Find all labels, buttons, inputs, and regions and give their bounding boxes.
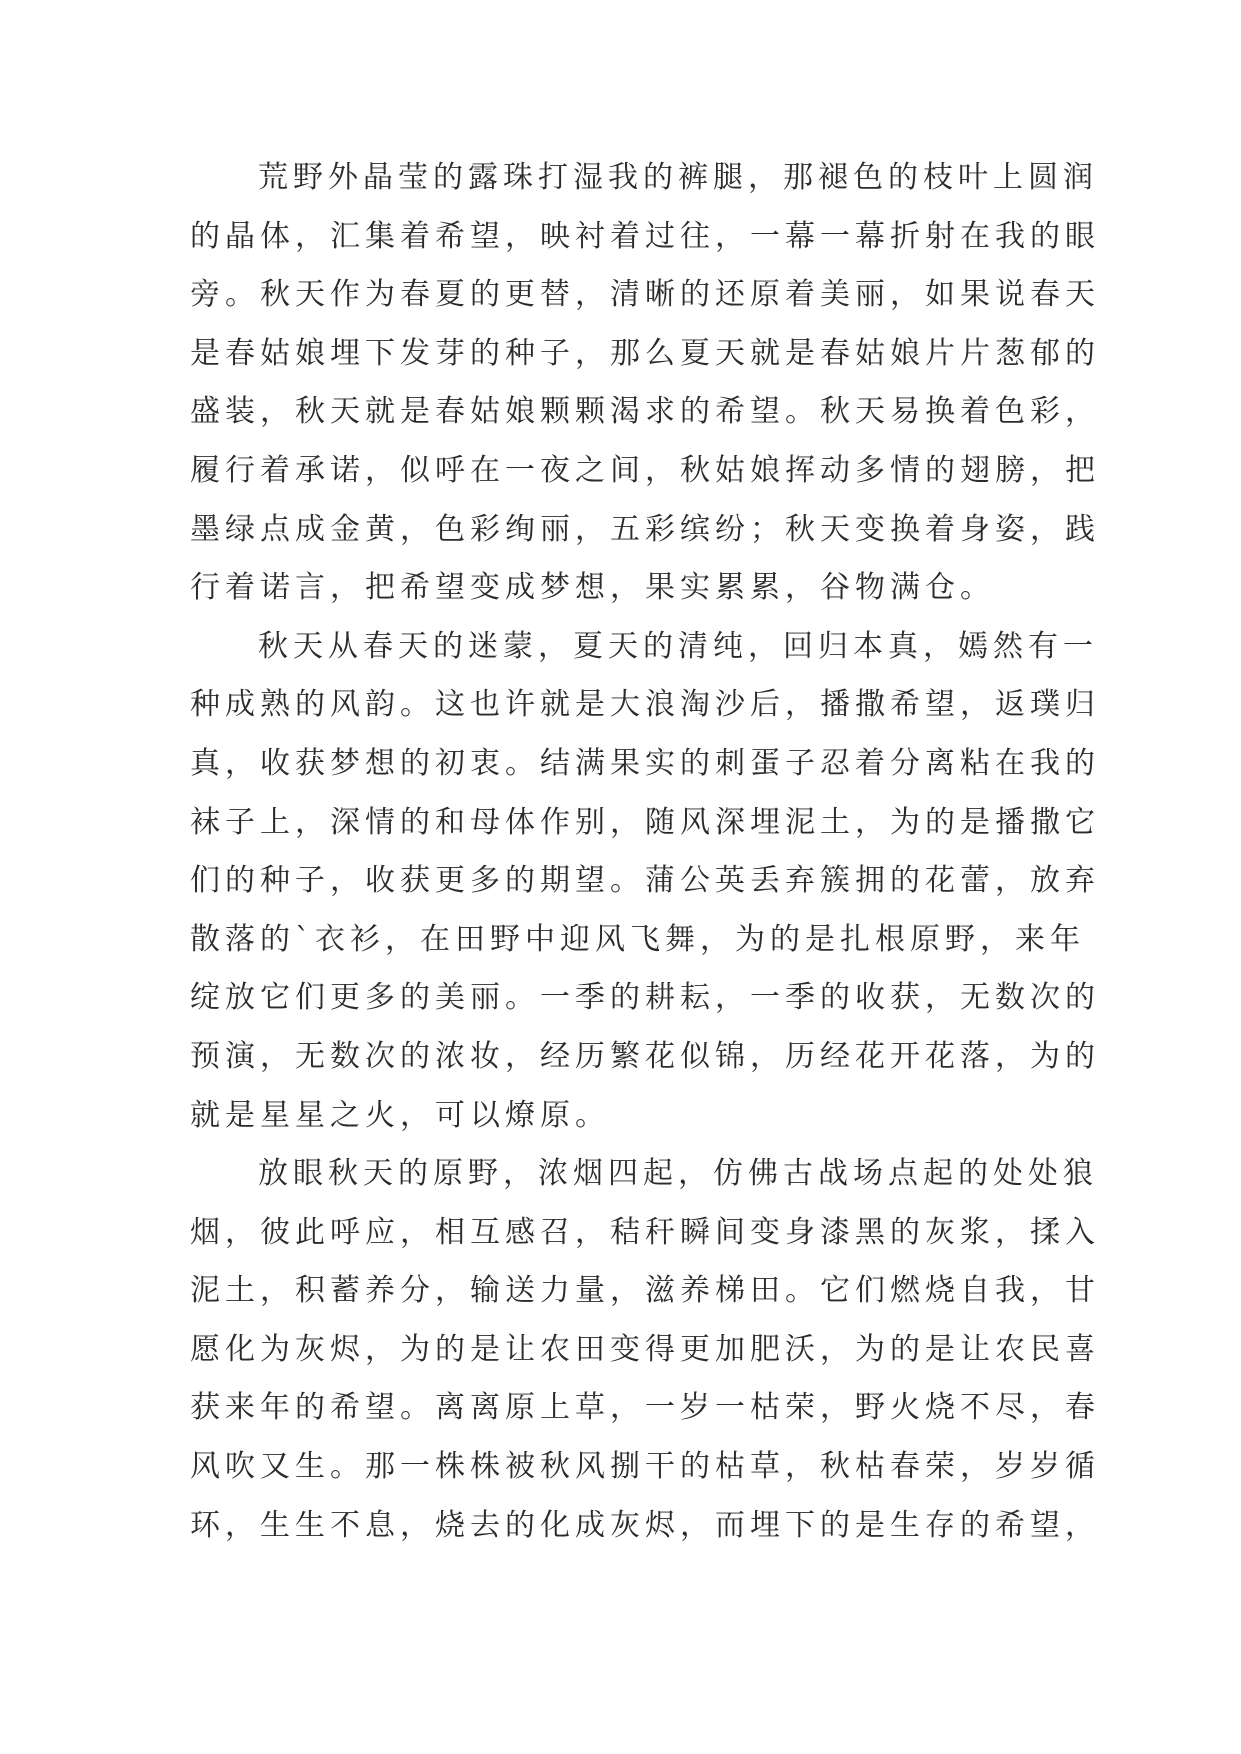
text-line: 愿化为灰烬，为的是让农田变得更加肥沃，为的是让农民喜: [190, 1331, 1100, 1367]
text-line: 行着诺言，把希望变成梦想，果实累累，谷物满仓。: [190, 570, 995, 606]
text-line: 盛装，秋天就是春姑娘颗颗渴求的希望。秋天易换着色彩，: [190, 394, 1100, 430]
text-line: 履行着承诺，似呼在一夜之间，秋姑娘挥动多情的翅膀，把: [190, 452, 1100, 488]
text-line: 秋天从春天的迷蒙，夏天的清纯，回归本真，嫣然有一: [258, 628, 1098, 664]
text-line: 旁。秋天作为春夏的更替，清晰的还原着美丽，如果说春天: [190, 277, 1100, 313]
text-line: 真，收获梦想的初衷。结满果实的刺蛋子忍着分离粘在我的: [190, 745, 1100, 781]
text-line: 烟，彼此呼应，相互感召，秸秆瞬间变身漆黑的灰浆，揉入: [190, 1214, 1100, 1250]
text-line: 预演，无数次的浓妆，经历繁花似锦，历经花开花落，为的: [190, 1038, 1100, 1074]
text-line: 放眼秋天的原野，浓烟四起，仿佛古战场点起的处处狼: [258, 1156, 1098, 1192]
text-line: 种成熟的风韵。这也许就是大浪淘沙后，播撒希望，返璞归: [190, 687, 1100, 723]
document-body: [190, 158, 1100, 1564]
paragraph-1: [190, 158, 1100, 627]
text-line: 墨绿点成金黄，色彩绚丽，五彩缤纷；秋天变换着身姿，践: [190, 511, 1100, 547]
text-line: 袜子上，深情的和母体作别，随风深埋泥土，为的是播撒它: [190, 804, 1100, 840]
text-line: 获来年的希望。离离原上草，一岁一枯荣，野火烧不尽，春: [190, 1390, 1100, 1426]
text-line: 绽放它们更多的美丽。一季的耕耘，一季的收获，无数次的: [190, 980, 1100, 1016]
text-line: 们的种子，收获更多的期望。蒲公英丢弃簇拥的花蕾，放弃: [190, 863, 1100, 899]
paragraph-2: [190, 627, 1100, 1154]
text-line: 风吹又生。那一株株被秋风捌干的枯草，秋枯春荣，岁岁循: [190, 1449, 1100, 1485]
text-line: 是春姑娘埋下发芽的种子，那么夏天就是春姑娘片片葱郁的: [190, 335, 1100, 371]
text-line: 的晶体，汇集着希望，映衬着过往，一幕一幕折射在我的眼: [190, 218, 1100, 254]
text-line: 就是星星之火，可以燎原。: [190, 1097, 610, 1133]
paragraph-3: [190, 1154, 1100, 1564]
text-line: 环，生生不息，烧去的化成灰烬，而埋下的是生存的希望，: [190, 1507, 1100, 1543]
text-line: 荒野外晶莹的露珠打湿我的裤腿，那褪色的枝叶上圆润: [258, 160, 1098, 195]
text-line: 散落的`衣衫，在田野中迎风飞舞，为的是扎根原野，来年: [190, 921, 1085, 957]
text-line: 泥土，积蓄养分，输送力量，滋养梯田。它们燃烧自我，甘: [190, 1273, 1100, 1309]
